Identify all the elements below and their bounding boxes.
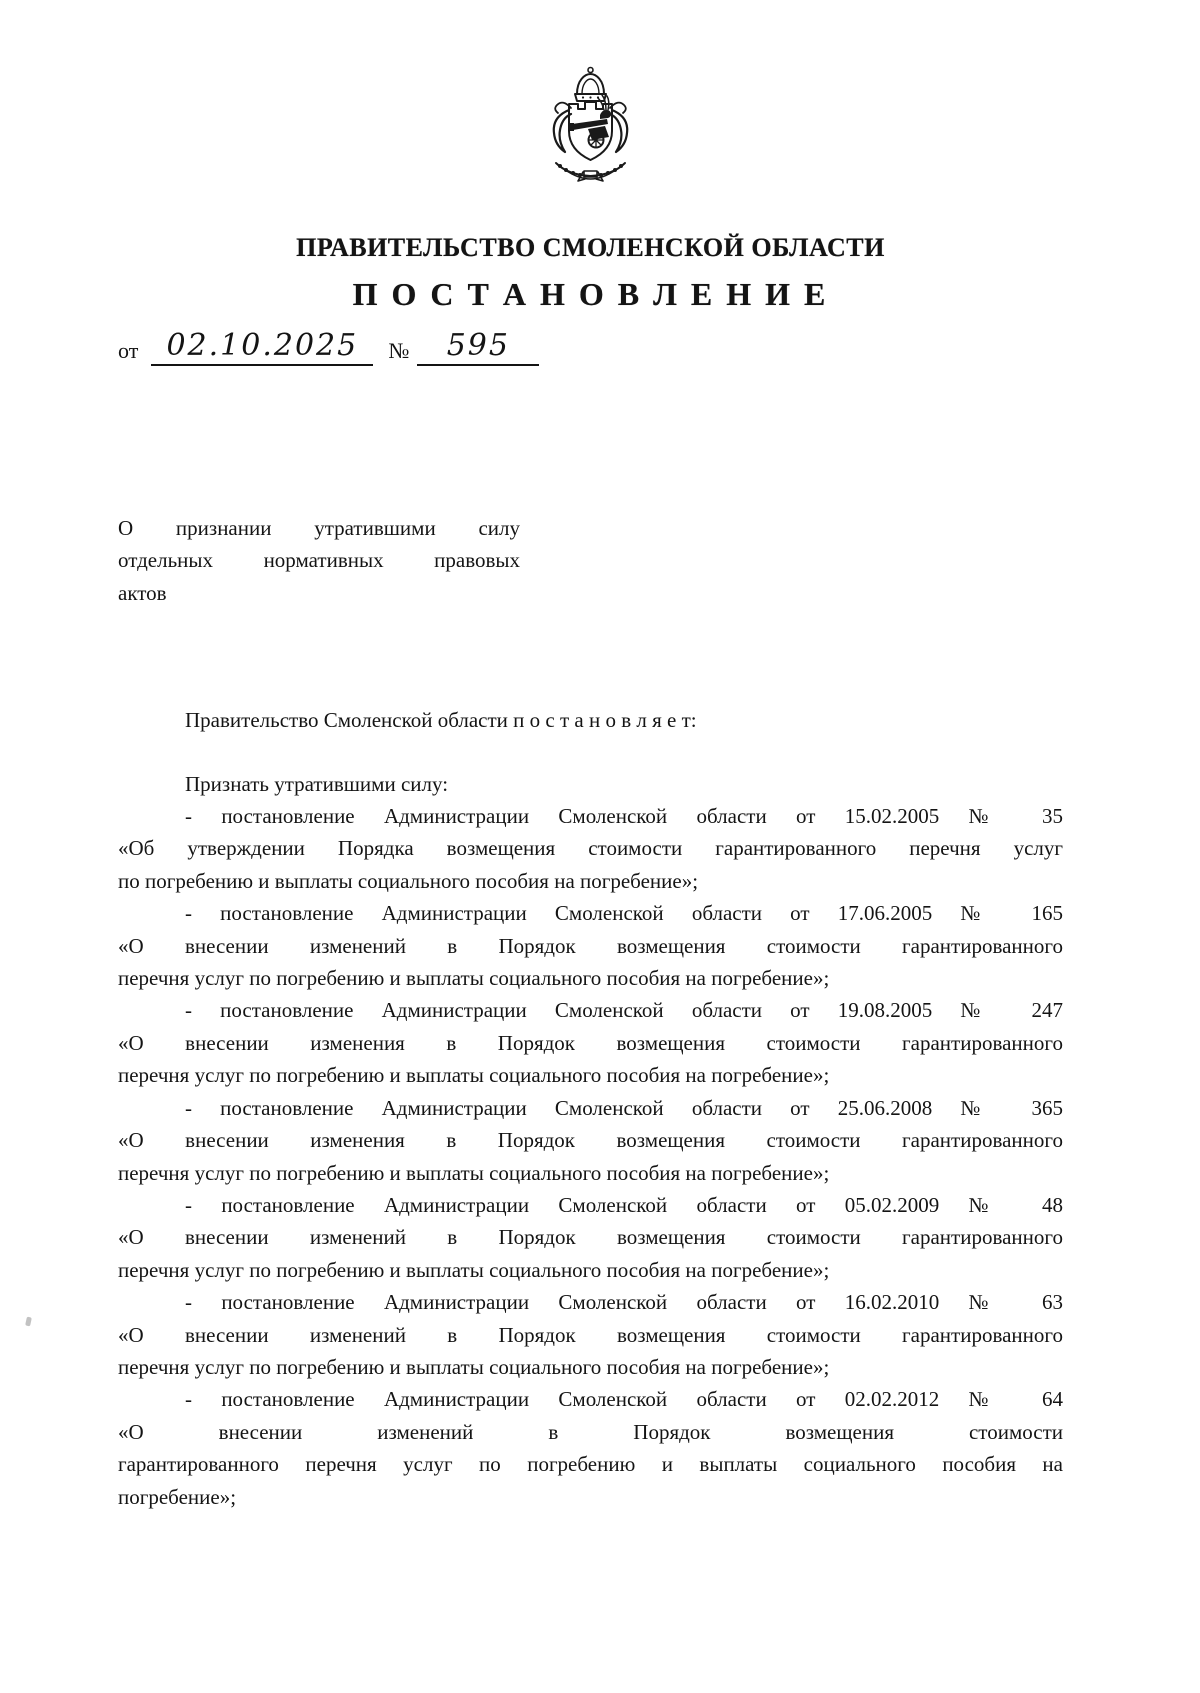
date-number-row	[118, 328, 1063, 366]
revoked-acts-list	[118, 800, 1063, 1513]
list-item-line: - постановление Администрации Смоленской области от 15.02.2005 № 35	[185, 804, 1063, 829]
list-item-line: «О внесении изменений в Порядок возмещения стоимости гарантированного	[118, 1322, 1063, 1347]
document-type-heading: П О С Т А Н О В Л Е Н И Е	[352, 276, 829, 312]
list-item-line: - постановление Администрации Смоленской области от 16.02.2010 № 63	[185, 1290, 1063, 1315]
coat-of-arms-smolensk-icon	[118, 0, 1063, 187]
list-intro: Признать утратившими силу:	[185, 771, 449, 796]
date-prefix-label: от	[118, 338, 139, 363]
list-item-line: погребение»;	[118, 1484, 237, 1509]
list-item-line: - постановление Администрации Смоленской области от 25.06.2008 № 365	[185, 1095, 1063, 1120]
list-item-line: перечня услуг по погребению и выплаты социального пособия на погребение»;	[118, 966, 830, 991]
list-item-line: - постановление Администрации Смоленской области от 19.08.2005 № 247	[185, 998, 1063, 1023]
title-line: актов	[118, 580, 167, 605]
title-line: отдельных нормативных правовых	[118, 548, 520, 573]
list-item	[118, 1189, 1063, 1286]
list-item-line: «О внесении изменения в Порядок возмещения стоимости гарантированного	[118, 1128, 1063, 1153]
list-item-line: перечня услуг по погребению и выплаты социального пособия на погребение»;	[118, 1257, 830, 1282]
scan-artifact-speck	[25, 1317, 32, 1327]
number-handwritten-value: 595	[417, 331, 539, 366]
list-item-line: перечня услуг по погребению и выплаты социального пособия на погребение»;	[118, 1354, 830, 1379]
date-handwritten-value: 02.10.2025	[151, 331, 373, 366]
resolution-lead: Правительство Смоленской области п о с т а н о в л я е т:	[185, 708, 697, 733]
list-item-line: «Об утверждении Порядка возмещения стоимости гарантированного перечня услуг	[118, 836, 1063, 861]
list-item-line: «О внесении изменений в Порядок возмещения стоимости гарантированного	[118, 933, 1063, 958]
org-name-heading: ПРАВИТЕЛЬСТВО СМОЛЕНСКОЙ ОБЛАСТИ	[296, 233, 885, 262]
list-item-line: «О внесении изменения в Порядок возмещения стоимости гарантированного	[118, 1030, 1063, 1055]
list-item-line: перечня услуг по погребению и выплаты социального пособия на погребение»;	[118, 1063, 830, 1088]
list-item-line: - постановление Администрации Смоленской области от 17.06.2005 № 165	[185, 901, 1063, 926]
document-title	[118, 512, 520, 609]
list-item	[118, 800, 1063, 897]
list-item	[118, 1383, 1063, 1513]
list-item	[118, 897, 1063, 994]
title-line: О признании утратившими силу	[118, 516, 520, 540]
list-item-line: по погребению и выплаты социального пособия на погребение»;	[118, 868, 699, 893]
list-item-line: перечня услуг по погребению и выплаты социального пособия на погребение»;	[118, 1160, 830, 1185]
list-item-line: «О внесении изменений в Порядок возмещения стоимости	[118, 1419, 1063, 1444]
list-item	[118, 994, 1063, 1091]
document-content	[118, 0, 1063, 1513]
number-sign-label: №	[388, 338, 410, 363]
list-item-line: - постановление Администрации Смоленской области от 02.02.2012 № 64	[185, 1387, 1063, 1412]
list-item-line: гарантированного перечня услуг по погребению и выплаты социального пособия на	[118, 1452, 1063, 1477]
list-item	[118, 1092, 1063, 1189]
list-item-line: - постановление Администрации Смоленской области от 05.02.2009 № 48	[185, 1192, 1063, 1217]
list-item	[118, 1286, 1063, 1383]
list-item-line: «О внесении изменений в Порядок возмещения стоимости гарантированного	[118, 1225, 1063, 1250]
